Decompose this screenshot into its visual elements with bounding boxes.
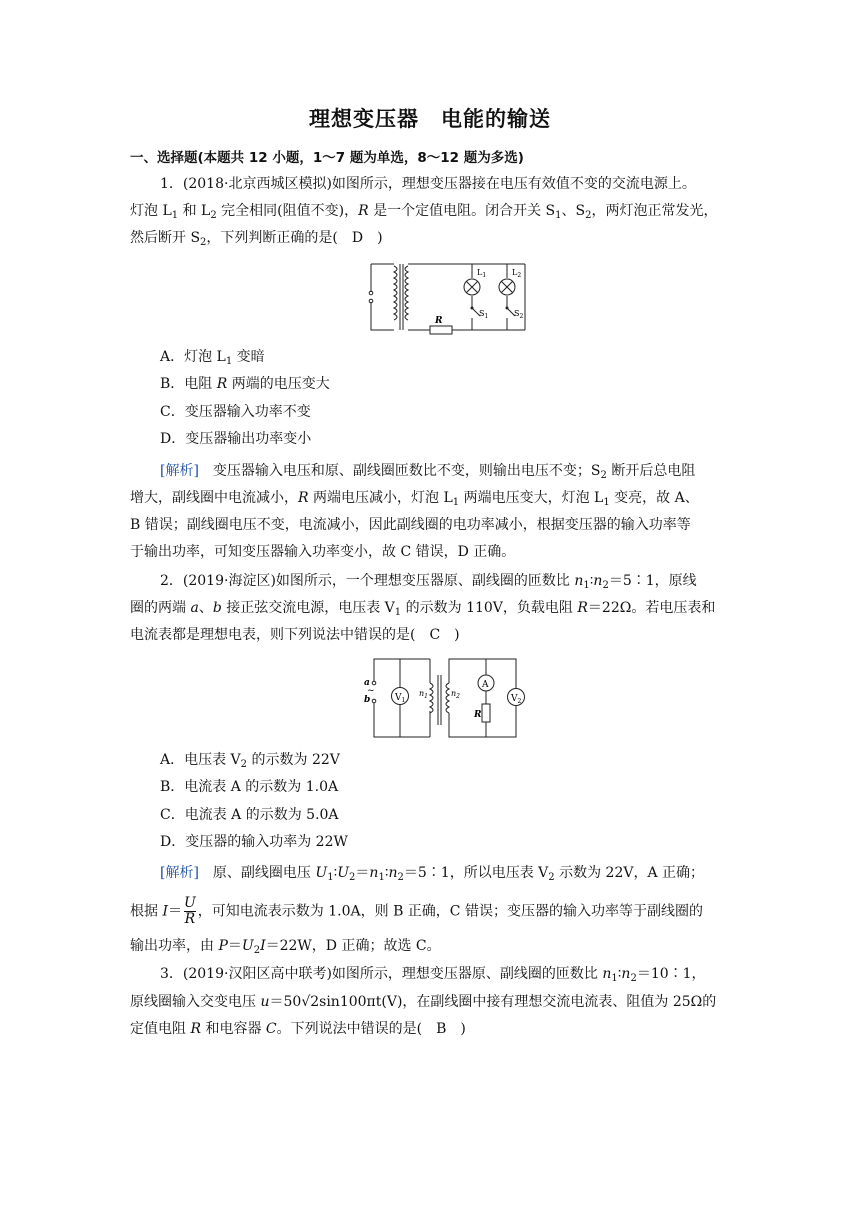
label-n2: $n_2$ <box>451 689 460 700</box>
q2-stem-line2: 圈的两端 a、b 接正弦交流电源，电压表 $V_1$ 的示数为 110V，负载电阻 R＝22Ω。若电压表和 <box>130 600 716 618</box>
q1-option-d: D．变压器输出功率变小 <box>160 431 312 447</box>
lamp-l1-icon <box>464 279 480 295</box>
lamp-l2-icon <box>499 279 515 295</box>
q1-stem-line1: 1．(2018·北京西城区模拟)如图所示，理想变压器接在电压有效值不变的交流电源上。 <box>160 176 696 192</box>
analysis-tag: [解析] <box>160 865 199 881</box>
label-s2: $S_2$ <box>514 309 524 320</box>
q1-stem-line3: 然后断开 $S_2$，下列判断正确的是( D ) <box>130 230 383 248</box>
q1-analysis-line1: [解析] 变压器输入电压和原、副线圈匝数比不变，则输出电压不变；$S_2$ 断开后总电阻 <box>160 463 696 481</box>
q2-option-c: C．电流表 A 的示数为 5.0A <box>160 807 339 823</box>
label-v2: $V_2$ <box>511 694 522 705</box>
q1-stem-line2: 灯泡 $L_1$ 和 $L_2$ 完全相同(阻值不变)，R 是一个定值电阻。闭合开关 $S_1$、$S_2$，两灯泡正常发光， <box>130 203 718 221</box>
section-heading: 一、选择题(本题共 12 小题，1～7 题为单选，8～12 题为多选) <box>130 150 524 166</box>
q1-analysis-line3: B 错误；副线圈电压不变，电流减小，因此副线圈的电功率减小，根据变压器的输入功率等 <box>130 517 691 533</box>
label-a-meter: A <box>482 680 489 690</box>
label-l2: $L_2$ <box>512 268 522 279</box>
q2-option-d: D．变压器的输入功率为 22W <box>160 834 348 850</box>
q1-option-b: B．电阻 R 两端的电压变大 <box>160 376 330 392</box>
q2-analysis-line1: [解析] 原、副线圈电压 $U_1∶U_2=n_1∶n_2=5∶1$，所以电压表 $V_2$ 示数为 22V，A 正确； <box>160 865 705 883</box>
q2-analysis-line3: 输出功率，由 $P=U_2I=22W$，D 正确；故选 C。 <box>130 938 441 956</box>
label-v1: $V_1$ <box>395 693 406 704</box>
q1-circuit-diagram <box>362 258 532 338</box>
label-tilde: ~ <box>367 686 375 696</box>
label-n1: $n_1$ <box>419 689 428 700</box>
q3-stem-line3: 定值电阻 R 和电容器 C。下列说法中错误的是( B ) <box>130 1021 466 1037</box>
resistor-r <box>482 704 490 722</box>
analysis-tag: [解析] <box>160 463 199 479</box>
q2-stem-line3: 电流表都是理想电表，则下列说法中错误的是( C ) <box>130 627 460 643</box>
label-b: b <box>364 695 371 705</box>
label-l1: $L_1$ <box>477 268 487 279</box>
label-a: a <box>364 678 370 688</box>
q3-stem-line2: 原线圈输入交变电压 u＝50√2sin100πt(V)，在副线圈中接有理想交流电流表、阻值为 25Ω的 <box>130 994 717 1010</box>
q2-circuit-diagram <box>358 655 528 741</box>
label-r: R <box>435 316 443 326</box>
page-title: 理想变压器 电能的输送 <box>309 107 551 131</box>
resistor-r <box>430 326 452 334</box>
label-s1: $S_1$ <box>479 309 489 320</box>
q1-option-a: A．灯泡 $L_1$ 变暗 <box>160 349 265 367</box>
q1-analysis-line4: 于输出功率，可知变压器输入功率变小，故 C 错误，D 正确。 <box>130 544 516 560</box>
fraction-u-over-r: $\frac{U}{R}$ <box>183 895 196 927</box>
q1-analysis-line2: 增大，副线圈中电流减小，R 两端电压减小，灯泡 $L_1$ 两端电压变大，灯泡 $L_1$ 变亮，故 A、 <box>130 490 699 508</box>
q2-option-a: A．电压表 $V_2$ 的示数为 22V <box>160 752 340 770</box>
q1-option-c: C．变压器输入功率不变 <box>160 404 311 420</box>
q2-option-b: B．电流表 A 的示数为 1.0A <box>160 779 339 795</box>
q2-stem-line1: 2．(2019·海淀区)如图所示，一个理想变压器原、副线圈的匝数比 $n_1∶n_2=5∶1$，原线 <box>160 573 697 591</box>
q2-analysis-line2: 根据 I＝ $\frac{U}{R}$ ，可知电流表示数为 1.0A，则 B 正确，C 错误；变压器的输入功率等于副线圈的 <box>130 895 703 927</box>
label-r: R <box>474 710 482 720</box>
q3-stem-line1: 3．(2019·汉阳区高中联考)如图所示，理想变压器原、副线圈的匝数比 $n_1∶n_2=10∶1$， <box>160 966 706 984</box>
